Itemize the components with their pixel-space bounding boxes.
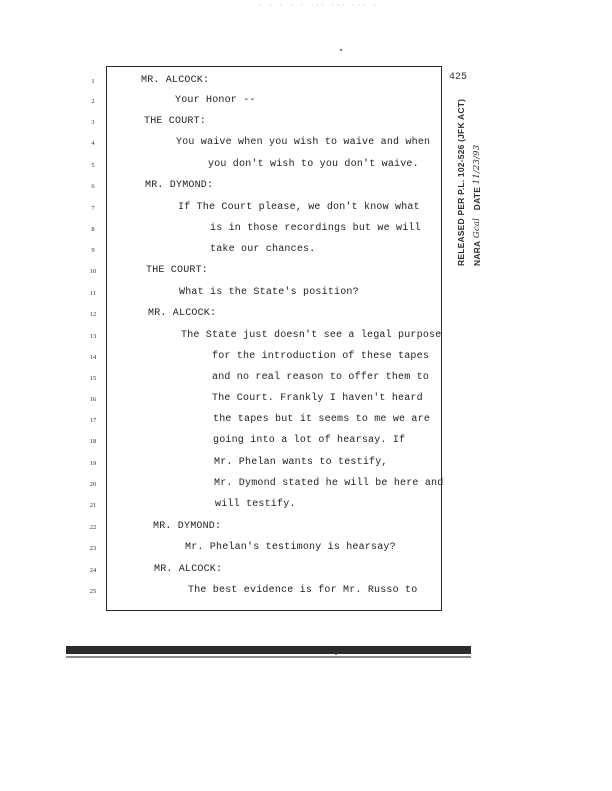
line-number: 20 [89, 481, 97, 488]
transcript-line: for the introduction of these tapes [212, 351, 430, 362]
line-number: 15 [89, 375, 97, 382]
transcript-line: If The Court please, we don't know what [178, 202, 420, 213]
line-number: 6 [91, 183, 95, 190]
line-number: 12 [89, 311, 97, 318]
speaker-label: MR. DYMOND: [153, 521, 222, 532]
transcript-line: You waive when you wish to waive and when [176, 137, 431, 148]
line-number: 14 [89, 354, 97, 361]
line-number: 13 [89, 333, 97, 340]
transcript-line: The State just doesn't see a legal purpose [181, 330, 442, 341]
line-number: 25 [89, 588, 97, 595]
bottom-scan-bar-shadow [66, 656, 471, 658]
transcript-line: The best evidence is for Mr. Russo to [188, 585, 418, 596]
line-number: 4 [91, 140, 95, 147]
transcript-line: What is the State's position? [179, 287, 359, 298]
nara-signature: Gcal [472, 217, 482, 239]
transcript-line: Your Honor -- [175, 95, 256, 106]
line-number: 22 [89, 524, 97, 531]
transcript-line: Mr. Phelan wants to testify, [214, 457, 388, 468]
transcript-line: going into a lot of hearsay. If [213, 435, 406, 446]
transcript-line: Mr. Dymond stated he will be here and [214, 478, 444, 489]
line-number: 24 [89, 567, 97, 574]
date-label: DATE [472, 186, 482, 211]
speaker-label: THE COURT: [144, 116, 207, 127]
line-number: 21 [89, 502, 97, 509]
transcript-line: the tapes but it seems to me we are [213, 414, 431, 425]
line-number: 11 [89, 290, 97, 297]
release-stamp-text: RELEASED PER P.L. 102-526 (JFK ACT) [456, 98, 466, 266]
line-number: 16 [89, 396, 97, 403]
release-stamp-line [456, 76, 470, 266]
transcript-line: is in those recordings but we will [210, 223, 421, 234]
date-value: 11/23/93 [472, 144, 482, 185]
line-number: 2 [91, 98, 95, 105]
transcript-line: Mr. Phelan's testimony is hearsay? [185, 542, 396, 553]
speaker-label: MR. ALCOCK: [154, 564, 223, 575]
nara-label: NARA [472, 240, 482, 266]
release-stamp [456, 76, 508, 266]
line-number: 3 [91, 119, 95, 126]
line-number: 8 [91, 226, 95, 233]
bottom-scan-bar [66, 646, 471, 654]
release-stamp-line [472, 76, 486, 266]
speaker-label: THE COURT: [146, 265, 209, 276]
speaker-label: MR. DYMOND: [145, 180, 214, 191]
line-number: 17 [89, 417, 97, 424]
transcript-line: will testify. [215, 499, 296, 510]
line-number: 10 [89, 268, 97, 275]
line-number: 18 [89, 438, 97, 445]
transcript-line: you don't wish to you don't waive. [208, 159, 419, 170]
top-margin-marks: · · · · · ··· ··· ··· · [258, 2, 378, 10]
line-number: 7 [91, 205, 95, 212]
transcript-line: and no real reason to offer them to [212, 372, 430, 383]
line-number: 5 [91, 162, 95, 169]
paper-speck [340, 49, 342, 51]
transcript-line: The Court. Frankly I haven't heard [212, 393, 423, 404]
speaker-label: MR. ALCOCK: [148, 308, 217, 319]
line-number: 1 [91, 78, 95, 85]
line-number: 9 [91, 247, 95, 254]
transcript-line: take our chances. [210, 244, 316, 255]
line-number: 23 [89, 545, 97, 552]
page-number: 425 [449, 72, 468, 83]
line-number: 19 [89, 460, 97, 467]
speaker-label: MR. ALCOCK: [141, 75, 210, 86]
